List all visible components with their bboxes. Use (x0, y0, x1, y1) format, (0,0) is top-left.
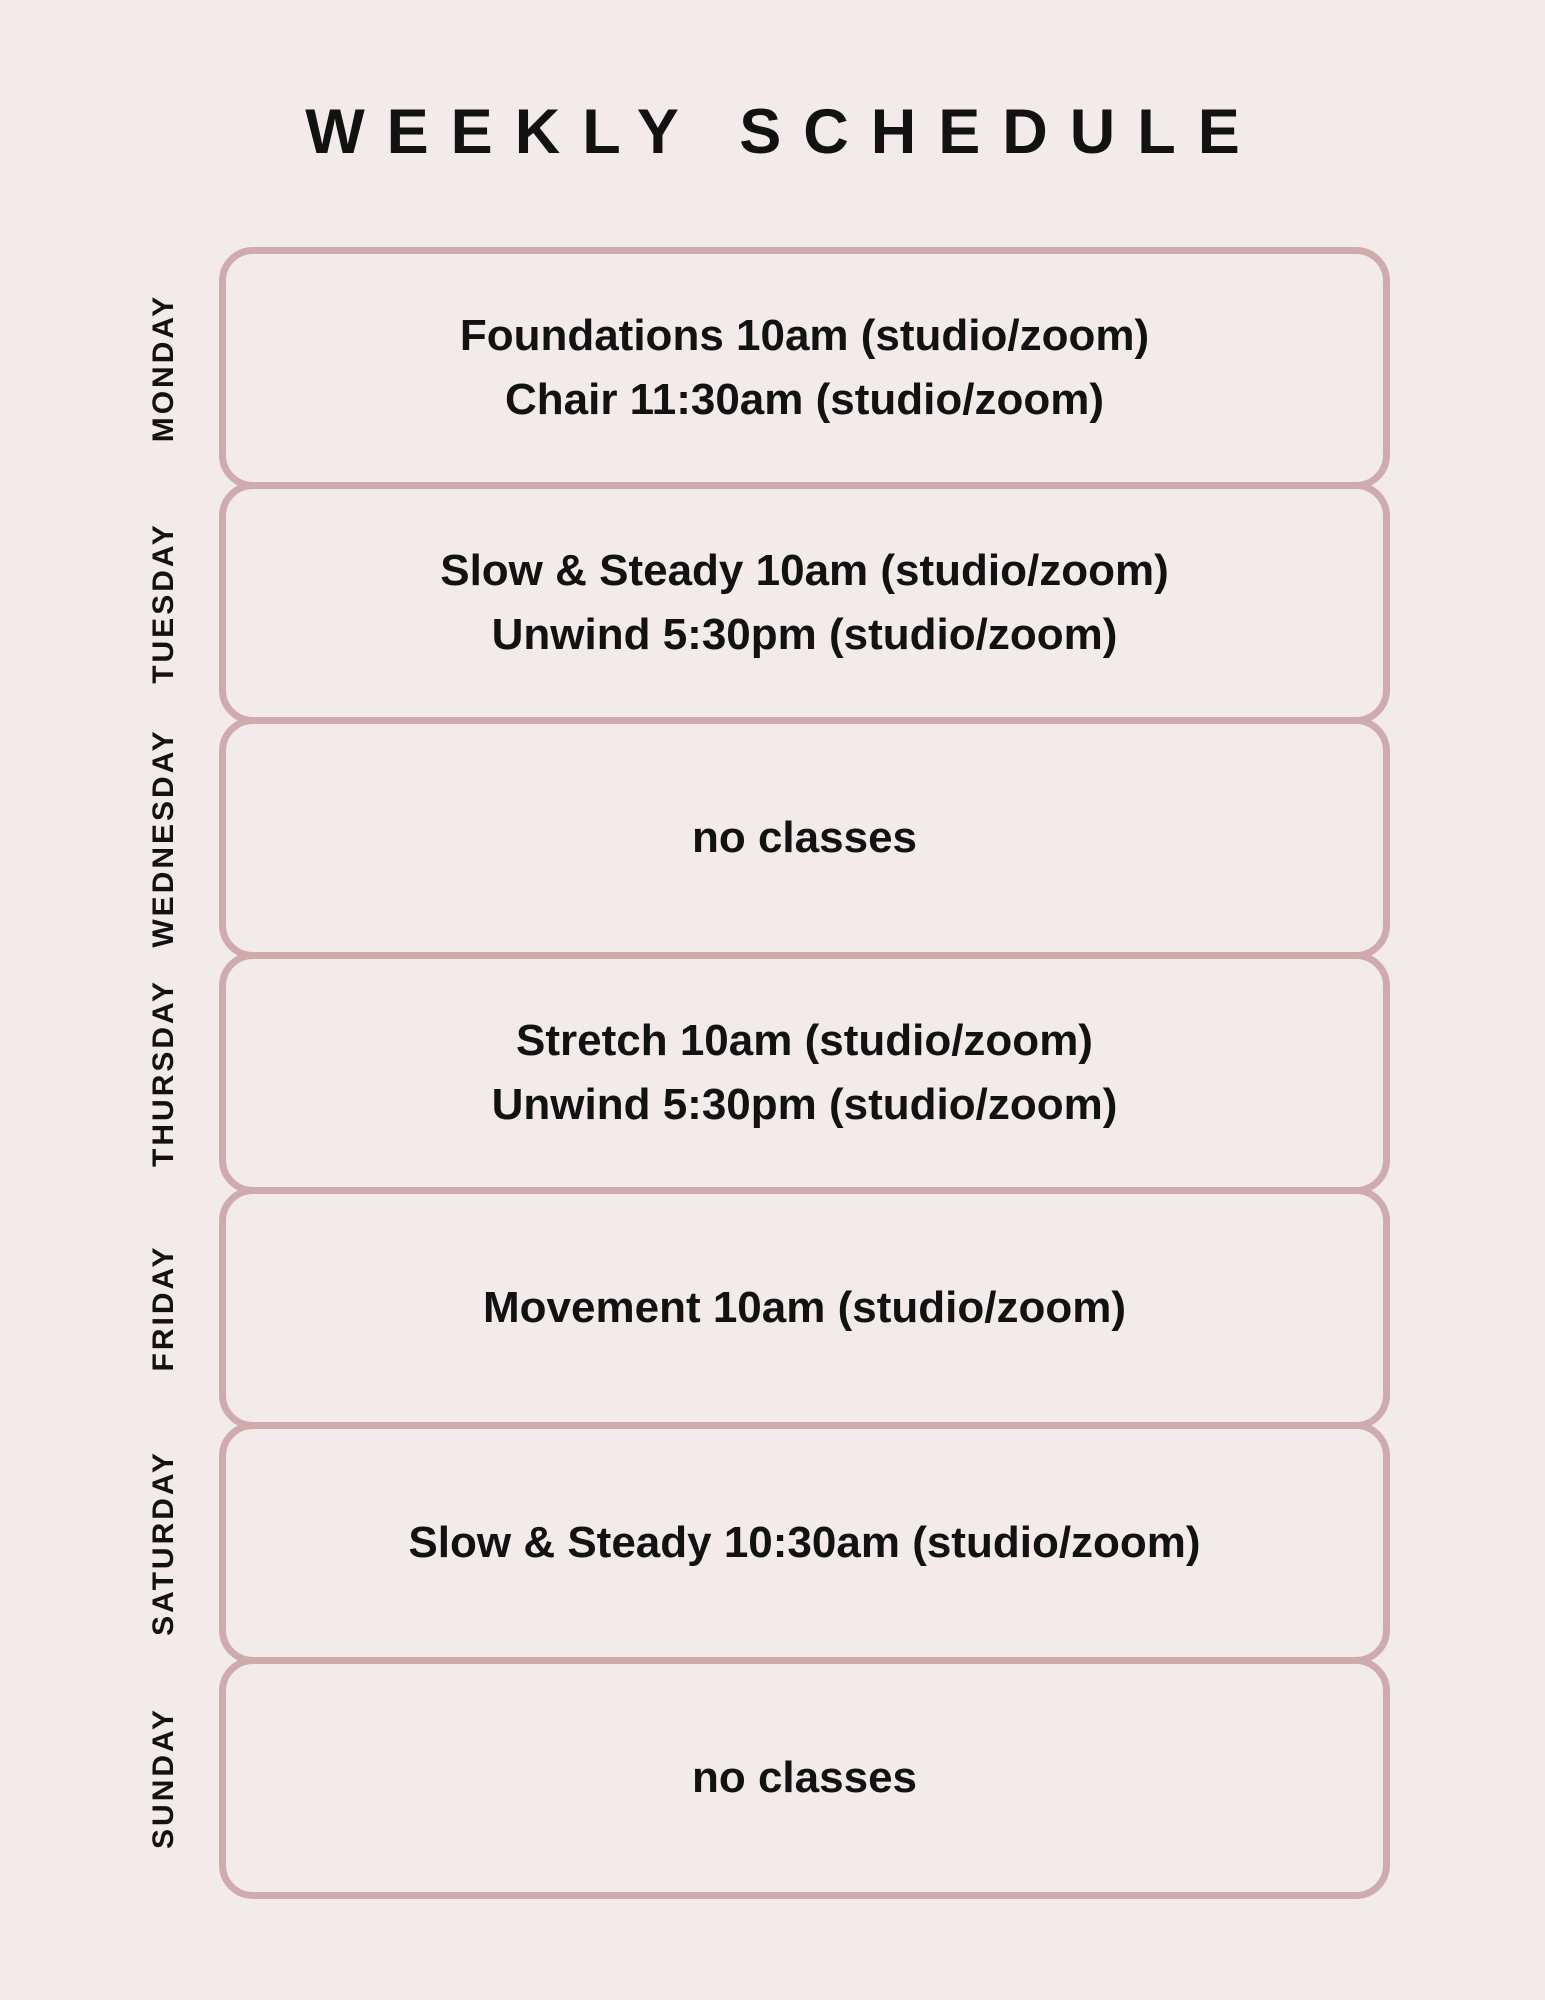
day-card (219, 1422, 1390, 1664)
day-row (0, 952, 1545, 1194)
day-card (219, 247, 1390, 489)
class-line: no classes (691, 1753, 918, 1802)
day-label: TUESDAY (147, 522, 180, 684)
day-card (219, 1187, 1390, 1429)
day-row (0, 1422, 1545, 1664)
page-title: WEEKLY SCHEDULE (305, 97, 1262, 167)
class-lines (692, 1746, 917, 1810)
class-line: Movement 10am (studio/zoom) (483, 1283, 1126, 1332)
day-label: WEDNESDAY (147, 728, 180, 948)
class-lines (460, 304, 1149, 432)
day-card (219, 952, 1390, 1194)
day-label: SUNDAY (147, 1707, 180, 1849)
class-line: Chair 11:30am (studio/zoom) (504, 375, 1104, 424)
day-row (0, 247, 1545, 489)
class-lines (692, 806, 917, 870)
class-line: Slow & Steady 10am (studio/zoom) (440, 546, 1169, 595)
class-line: no classes (691, 813, 918, 862)
class-lines (408, 1511, 1200, 1575)
class-line: Unwind 5:30pm (studio/zoom) (491, 610, 1118, 659)
day-label: MONDAY (147, 293, 180, 443)
day-card (219, 1657, 1390, 1899)
class-line: Unwind 5:30pm (studio/zoom) (491, 1080, 1118, 1129)
day-row (0, 1657, 1545, 1899)
day-label: FRIDAY (147, 1244, 180, 1372)
day-row (0, 482, 1545, 724)
class-lines (483, 1276, 1126, 1340)
day-card (219, 482, 1390, 724)
class-lines (440, 539, 1169, 667)
class-line: Stretch 10am (studio/zoom) (516, 1016, 1093, 1065)
class-line: Foundations 10am (studio/zoom) (459, 311, 1150, 360)
day-row (0, 1187, 1545, 1429)
schedule-list (0, 247, 1545, 1899)
day-label: SATURDAY (147, 1450, 180, 1636)
class-line: Slow & Steady 10:30am (studio/zoom) (408, 1518, 1201, 1567)
day-label: THURSDAY (147, 979, 180, 1167)
class-lines (492, 1009, 1118, 1137)
day-card (219, 717, 1390, 959)
day-row (0, 717, 1545, 959)
